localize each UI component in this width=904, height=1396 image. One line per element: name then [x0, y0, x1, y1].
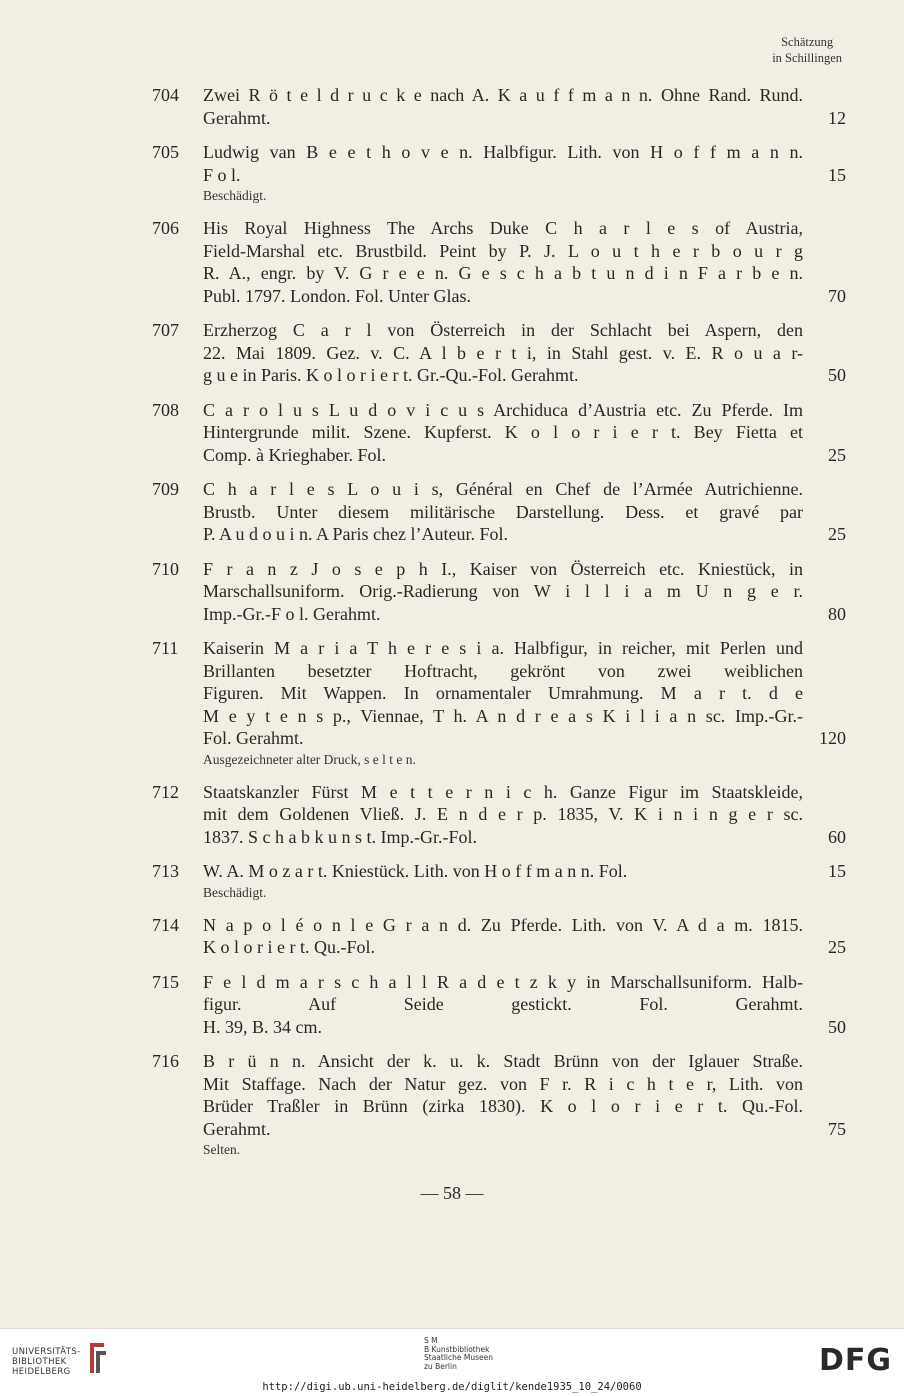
description-line: R. A., engr. by V. G r e e n. G e s c h a b t u n d i n F a r b e n. [203, 263, 803, 283]
lot-number: 712 [152, 781, 179, 802]
catalog-entry [0, 971, 904, 1039]
description-line: Brüder Traßler in Brünn (zirka 1830). K o l o r i e r t. Qu.-Fol. [203, 1096, 803, 1116]
entry-description [203, 860, 803, 902]
estimate-price: 50 [828, 365, 846, 385]
description-line: Publ. 1797. London. Fol. Unter Glas. [203, 285, 471, 306]
berlin-line: S M [424, 1336, 438, 1345]
description-line: mit dem Goldenen Vließ. J. E n d e r p. 1835, V. K i n i n g e r sc. [203, 804, 803, 824]
dfg-logo: DFG [818, 1343, 892, 1378]
catalog-entry [0, 141, 904, 205]
description-line: K o l o r i e r t. Qu.-Fol. [203, 937, 375, 957]
description-line: P. A u d o u i n. A Paris chez l’Auteur. Fol. [203, 524, 509, 544]
catalog-entry [0, 478, 904, 546]
description-line: Mit Staffage. Nach der Natur gez. von F r. R i c h t e r, Lith. von [203, 1073, 803, 1094]
estimate-price: 80 [828, 603, 846, 624]
lot-number: 709 [152, 479, 179, 499]
university-logo-icon [82, 1341, 108, 1375]
lot-number: 710 [152, 558, 179, 579]
description-line: Hintergrunde milit. Szene. Kupferst. K o l o r i e r t. Bey Fietta et [203, 422, 803, 442]
catalog-entry [0, 781, 904, 849]
catalog-entry [0, 217, 904, 307]
description-line: Figuren. Mit Wappen. In ornamentaler Umrahmung. M a r t. d e [203, 683, 803, 703]
description-line: Field-Marshal etc. Brustbild. Peint by P. J. L o u t h e r b o u r g [203, 240, 803, 261]
condition-note: Beschädigt. [203, 884, 267, 900]
catalog-entry [0, 319, 904, 387]
estimate-price: 60 [828, 826, 846, 847]
description-line: Zwei R ö t e l d r u c k e nach A. K a u f f m a n n. Ohne Rand. Rund. [203, 85, 803, 105]
description-line: F o l. [203, 164, 241, 185]
entry-description [203, 141, 803, 205]
estimate-price: 15 [828, 164, 846, 185]
description-line: M e y t e n s p., Viennae, T h. A n d r e a s K i l i a n sc. Imp.-Gr.- [203, 705, 803, 726]
lot-number: 706 [152, 218, 179, 238]
catalog-entries [0, 84, 904, 1171]
catalog-entry [0, 860, 904, 902]
condition-note: Selten. [203, 1142, 241, 1157]
description-line: W. A. M o z a r t. Kniestück. Lith. von H o f f m a n n. Fol. [203, 861, 628, 881]
description-line: Imp.-Gr.-F o l. Gerahmt. [203, 603, 381, 624]
entry-description [203, 914, 803, 959]
lot-number: 714 [152, 914, 179, 935]
description-line: N a p o l é o n l e G r a n d. Zu Pferde. Lith. von V. A d a m. 1815. [203, 914, 803, 935]
estimate-price: 75 [828, 1118, 846, 1139]
catalog-entry [0, 1050, 904, 1159]
description-line: His Royal Highness The Archs Duke C h a r l e s of Austria, [203, 218, 803, 238]
lot-number: 704 [152, 85, 179, 105]
catalog-entry [0, 399, 904, 467]
description-line: F e l d m a r s c h a l l R a d e t z k y in Marschallsuniform. Halb- [203, 971, 803, 992]
entry-description [203, 84, 803, 129]
description-line: B r ü n n. Ansicht der k. u. k. Stadt Brünn von der Iglauer Straße. [203, 1051, 803, 1071]
university-line: BIBLIOTHEK [12, 1357, 67, 1367]
entry-description [203, 971, 803, 1039]
entry-description [203, 478, 803, 546]
entry-description [203, 1050, 803, 1159]
lot-number: 715 [152, 971, 179, 992]
estimate-price: 70 [828, 285, 846, 306]
digitization-footer [0, 1328, 904, 1396]
description-line: Staatskanzler Fürst M e t t e r n i c h. Ganze Figur im Staatskleide, [203, 781, 803, 802]
condition-note: Beschädigt. [203, 188, 267, 203]
berlin-line: B Kunstbibliothek [424, 1344, 490, 1354]
description-line: Gerahmt. [203, 1118, 271, 1139]
estimate-column-header [772, 34, 842, 66]
description-line: 22. Mai 1809. Gez. v. C. A l b e r t i, in Stahl gest. v. E. R o u a r- [203, 342, 803, 363]
description-line: Ludwig van B e e t h o v e n. Halbfigur. Lith. von H o f f m a n n. [203, 142, 803, 162]
page-number: — 58 — [420, 1183, 484, 1203]
lot-number: 707 [152, 320, 179, 340]
entry-description [203, 399, 803, 467]
entry-description [203, 558, 803, 626]
lot-number: 711 [152, 638, 179, 658]
description-line: Kaiserin M a r i a T h e r e s i a. Halbfigur, in reicher, mit Perlen und [203, 638, 803, 658]
description-line: H. 39, B. 34 cm. [203, 1016, 322, 1037]
estimate-price: 25 [828, 444, 846, 465]
description-line: Comp. à Krieghaber. Fol. [203, 444, 386, 465]
lot-number: 713 [152, 861, 179, 881]
lot-number: 708 [152, 399, 179, 420]
estimate-price: 12 [828, 107, 846, 128]
description-line: figur. Auf Seide gestickt. Fol. Gerahmt. [203, 994, 803, 1014]
description-line: C h a r l e s L o u i s, Général en Chef de l’Armée Autrichienne. [203, 479, 803, 499]
university-line: HEIDELBERG [12, 1367, 71, 1377]
estimate-price: 120 [819, 728, 846, 748]
source-url[interactable]: http://digi.ub.uni-heidelberg.de/diglit/kende1935_10_24/0060 [262, 1381, 642, 1393]
entry-description [203, 781, 803, 849]
catalog-entry [0, 637, 904, 769]
entry-description [203, 217, 803, 307]
estimate-price: 25 [828, 937, 846, 957]
entry-description [203, 319, 803, 387]
description-line: Brillanten besetzter Hoftracht, gekrönt von zwei weiblichen [203, 660, 803, 681]
estimate-price: 15 [828, 861, 846, 881]
description-line: Marschallsuniform. Orig.-Radierung von W i l l i a m U n g e r. [203, 581, 803, 601]
description-line: Brustb. Unter diesem militärische Darstellung. Dess. et gravé par [203, 501, 803, 522]
estimate-price: 25 [828, 524, 846, 544]
description-line: Fol. Gerahmt. [203, 728, 304, 748]
entry-description [203, 637, 803, 769]
berlin-line: Staatliche Museen [424, 1353, 493, 1362]
description-line: F r a n z J o s e p h I., Kaiser von Österreich etc. Kniestück, in [203, 558, 803, 579]
catalog-entry [0, 558, 904, 626]
catalog-entry [0, 84, 904, 129]
description-line: Gerahmt. [203, 107, 271, 128]
description-line: 1837. S c h a b k u n s t. Imp.-Gr.-Fol. [203, 826, 477, 847]
estimate-price: 50 [828, 1016, 846, 1037]
berlin-museums-label [424, 1337, 493, 1371]
catalog-entry [0, 914, 904, 959]
estimate-header-line1: Schätzung [781, 35, 834, 49]
estimate-header-line2: in Schillingen [772, 51, 842, 65]
lot-number: 716 [152, 1051, 179, 1071]
berlin-line: zu Berlin [424, 1361, 457, 1371]
description-line: g u e in Paris. K o l o r i e r t. Gr.-Qu.-Fol. Gerahmt. [203, 365, 579, 385]
university-library-label [12, 1347, 81, 1377]
university-line: UNIVERSITÄTS- [12, 1347, 81, 1357]
lot-number: 705 [152, 142, 179, 162]
condition-note: Ausgezeichneter alter Druck, s e l t e n. [203, 751, 416, 767]
description-line: Erzherzog C a r l von Österreich in der Schlacht bei Aspern, den [203, 320, 803, 340]
description-line: C a r o l u s L u d o v i c u s Archiduca d’Austria etc. Zu Pferde. Im [203, 399, 803, 420]
